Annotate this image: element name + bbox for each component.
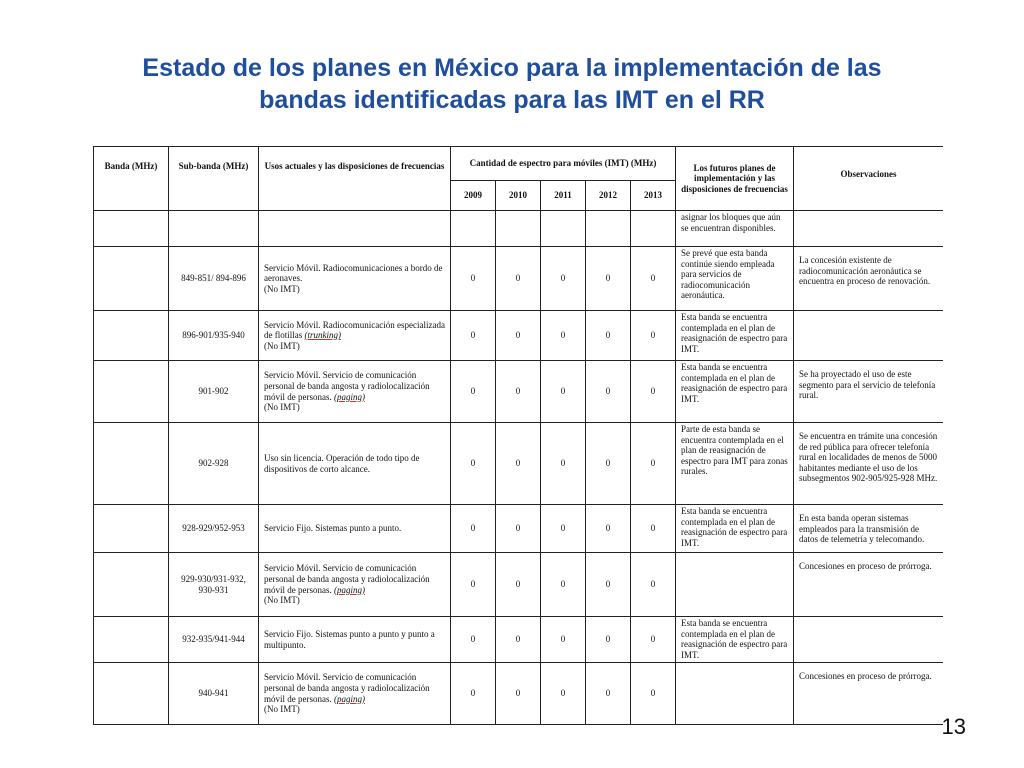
cell-observaciones: En esta banda operan sistemas empleados para la transmisión de datos de telemetría y telecomando. <box>794 505 944 553</box>
cell-value: 0 <box>586 505 631 553</box>
cell-value: 0 <box>541 311 586 361</box>
cell-value: 0 <box>541 247 586 311</box>
cell-value <box>451 211 496 247</box>
cell-value: 0 <box>541 553 586 617</box>
header-usos: Usos actuales y las disposiciones de frecuencias <box>259 147 451 211</box>
cell-banda <box>94 553 169 617</box>
cell-value: 0 <box>451 423 496 505</box>
cell-observaciones: Se ha proyectado el uso de este segmento para el servicio de telefonía rural. <box>794 361 944 423</box>
table-row <box>94 311 944 361</box>
table-row <box>94 361 944 423</box>
cell-observaciones <box>794 311 944 361</box>
cell-banda <box>94 505 169 553</box>
table-row <box>94 663 944 725</box>
table-body <box>94 211 944 725</box>
cell-value: 0 <box>586 663 631 725</box>
usos-note: (No IMT) <box>264 704 300 715</box>
usos-text: Uso sin licencia. Operación de todo tipo de dispositivos de corto alcance. <box>264 452 420 474</box>
cell-value: 0 <box>631 247 676 311</box>
cell-usos <box>259 247 451 311</box>
cell-value: 0 <box>496 311 541 361</box>
cell-value: 0 <box>541 663 586 725</box>
cell-value: 0 <box>541 505 586 553</box>
cell-value: 0 <box>496 553 541 617</box>
cell-subbanda: 896-901/935-940 <box>169 311 259 361</box>
cell-value: 0 <box>631 505 676 553</box>
cell-banda <box>94 423 169 505</box>
cell-value: 0 <box>631 663 676 725</box>
usos-text: Servicio Fijo. Sistemas punto a punto. <box>264 523 402 534</box>
cell-futuros: Esta banda se encuentra contemplada en el plan de reasignación de espectro para IMT. <box>676 617 794 663</box>
cell-observaciones: La concesión existente de radiocomunicación aeronáutica se encuentra en proceso de renovación. <box>794 247 944 311</box>
cell-usos <box>259 553 451 617</box>
cell-value: 0 <box>451 617 496 663</box>
cell-banda <box>94 211 169 247</box>
usos-text: Servicio Móvil. Radiocomunicación especializada de flotillas <box>264 319 445 341</box>
cell-futuros: asignar los bloques que aún se encuentran disponibles. <box>676 211 794 247</box>
cell-value: 0 <box>451 247 496 311</box>
cell-usos <box>259 361 451 423</box>
cell-value: 0 <box>631 617 676 663</box>
cell-usos <box>259 311 451 361</box>
cell-subbanda: 928-929/952-953 <box>169 505 259 553</box>
cell-value: 0 <box>631 553 676 617</box>
usos-text: Servicio Móvil. Radiocomunicaciones a bordo de aeronaves. <box>264 262 443 284</box>
cell-value <box>496 211 541 247</box>
header-year: 2013 <box>631 181 676 211</box>
usos-text: Servicio Móvil. Servicio de comunicación personal de banda angosta y radiolocalización móvil de personas. <box>264 672 430 704</box>
header-year: 2012 <box>586 181 631 211</box>
table-row <box>94 553 944 617</box>
cell-banda <box>94 663 169 725</box>
header-subbanda: Sub-banda (MHz) <box>169 147 259 211</box>
cell-banda <box>94 311 169 361</box>
cell-value: 0 <box>631 361 676 423</box>
cell-value <box>586 211 631 247</box>
cell-usos <box>259 211 451 247</box>
cell-futuros: Esta banda se encuentra contemplada en el plan de reasignación de espectro para IMT. <box>676 361 794 423</box>
cell-usos <box>259 505 451 553</box>
cell-value: 0 <box>451 361 496 423</box>
header-futuros: Los futuros planes de implementación y las disposiciones de frecuencias <box>676 147 794 211</box>
cell-value: 0 <box>586 617 631 663</box>
spectrum-table-container <box>93 146 943 738</box>
cell-subbanda: 932-935/941-944 <box>169 617 259 663</box>
title-line-2: bandas identificadas para las IMT en el RR <box>259 86 765 114</box>
table-row <box>94 505 944 553</box>
cell-value: 0 <box>586 361 631 423</box>
cell-futuros: Se prevé que esta banda continúe siendo empleada para servicios de radiocomunicación aeronáutica. <box>676 247 794 311</box>
cell-value: 0 <box>631 311 676 361</box>
cell-observaciones <box>794 211 944 247</box>
cell-value: 0 <box>541 423 586 505</box>
cell-value: 0 <box>496 505 541 553</box>
cell-value: 0 <box>586 311 631 361</box>
cell-value <box>541 211 586 247</box>
table-row <box>94 211 944 247</box>
cell-value: 0 <box>451 311 496 361</box>
cell-value: 0 <box>496 617 541 663</box>
cell-observaciones: Concesiones en proceso de prórroga. <box>794 553 944 617</box>
cell-subbanda: 901-902 <box>169 361 259 423</box>
cell-value: 0 <box>541 361 586 423</box>
usos-emphasis: (trunking) <box>304 330 341 341</box>
usos-text: Servicio Móvil. Servicio de comunicación personal de banda angosta y radiolocalización móvil de personas. <box>264 370 430 402</box>
cell-observaciones: Se encuentra en trámite una concesión de red pública para ofrecer telefonía rural en localidades de menos de 5000 habitantes mediante el uso de los subsegmentos 902-905/925-928 MHz. <box>794 423 944 505</box>
cell-futuros <box>676 663 794 725</box>
usos-text: Servicio Fijo. Sistemas punto a punto y punto a multipunto. <box>264 628 435 650</box>
usos-emphasis: (paging) <box>334 391 365 402</box>
cell-value <box>631 211 676 247</box>
usos-note: (No IMT) <box>264 340 300 351</box>
cell-banda <box>94 617 169 663</box>
spectrum-table <box>93 146 943 725</box>
cell-usos <box>259 423 451 505</box>
usos-note: (No IMT) <box>264 595 300 606</box>
header-year: 2009 <box>451 181 496 211</box>
cell-banda <box>94 247 169 311</box>
cell-observaciones <box>794 617 944 663</box>
cell-value: 0 <box>496 247 541 311</box>
usos-text: Servicio Móvil. Servicio de comunicación personal de banda angosta y radiolocalización móvil de personas. <box>264 563 430 595</box>
table-row <box>94 617 944 663</box>
cell-subbanda: 929-930/931-932, 930-931 <box>169 553 259 617</box>
cell-futuros <box>676 553 794 617</box>
cell-subbanda: 902-928 <box>169 423 259 505</box>
cell-subbanda: 940-941 <box>169 663 259 725</box>
cell-futuros: Parte de esta banda se encuentra contemplada en el plan de reasignación de espectro para IMT para zonas rurales. <box>676 423 794 505</box>
cell-value: 0 <box>496 361 541 423</box>
cell-value: 0 <box>631 423 676 505</box>
cell-value: 0 <box>496 423 541 505</box>
header-cantidad: Cantidad de espectro para móviles (IMT) (MHz) <box>451 147 676 181</box>
slide-title <box>40 52 984 116</box>
cell-banda <box>94 361 169 423</box>
table-row <box>94 247 944 311</box>
header-year: 2011 <box>541 181 586 211</box>
header-year: 2010 <box>496 181 541 211</box>
cell-usos <box>259 617 451 663</box>
cell-value: 0 <box>496 663 541 725</box>
cell-subbanda: 849-851/ 894-896 <box>169 247 259 311</box>
cell-subbanda <box>169 211 259 247</box>
header-observaciones: Observaciones <box>794 147 944 211</box>
header-banda: Banda (MHz) <box>94 147 169 211</box>
cell-value: 0 <box>586 423 631 505</box>
usos-note: (No IMT) <box>264 402 300 413</box>
usos-emphasis: (paging) <box>334 693 365 704</box>
usos-emphasis: (paging) <box>334 584 365 595</box>
cell-futuros: Esta banda se encuentra contemplada en el plan de reasignación de espectro para IMT. <box>676 505 794 553</box>
cell-observaciones: Concesiones en proceso de prórroga. <box>794 663 944 725</box>
cell-value: 0 <box>541 617 586 663</box>
cell-futuros: Esta banda se encuentra contemplada en el plan de reasignación de espectro para IMT. <box>676 311 794 361</box>
page-number: 13 <box>941 714 966 739</box>
cell-value: 0 <box>451 505 496 553</box>
cell-value: 0 <box>451 553 496 617</box>
title-line-1: Estado de los planes en México para la implementación de las <box>142 54 882 82</box>
cell-value: 0 <box>586 247 631 311</box>
usos-note: (No IMT) <box>264 283 300 294</box>
table-row <box>94 423 944 505</box>
cell-value: 0 <box>586 553 631 617</box>
cell-usos <box>259 663 451 725</box>
cell-value: 0 <box>451 663 496 725</box>
